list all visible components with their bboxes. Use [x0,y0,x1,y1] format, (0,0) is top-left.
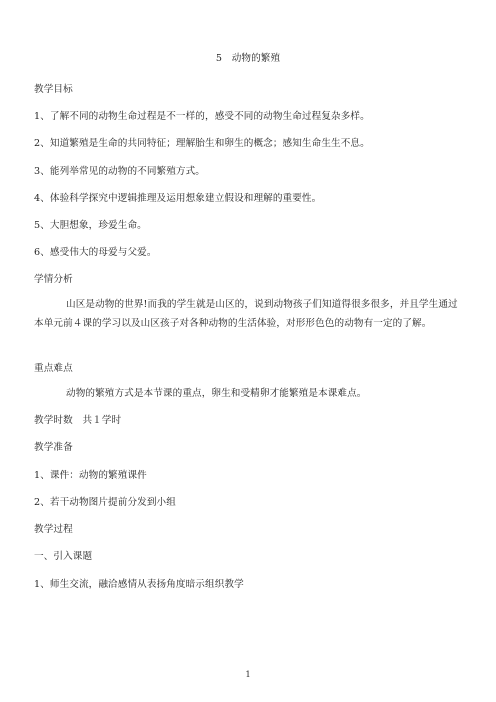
teaching-time: 教学时数 共１学时 [34,415,122,426]
objective-item-3: 3、能列举常见的动物的不同繁殖方式。 [34,166,205,177]
analysis-heading: 学情分析 [34,274,73,285]
objective-item-5: 5、大胆想象，珍爱生命。 [34,220,147,231]
process-item-1: 一、引入课题 [34,551,93,562]
page-number: 1 [245,670,251,679]
objective-item-4: 4、体验科学探究中逻辑推理及运用想象建立假设和理解的重要性。 [34,193,322,204]
process-item-2: 1、师生交流，融洽感情从表扬角度暗示组织教学 [34,579,244,590]
process-heading: 教学过程 [34,524,73,535]
keypoints-paragraph: 动物的繁殖方式是本节课的重点，卵生和受精卵才能繁殖是本课难点。 [66,388,367,399]
document-title: 5 动物的繁殖 [215,53,281,64]
objective-item-6: 6、感受伟大的母爱与父爱。 [34,247,157,258]
keypoints-heading: 重点难点 [34,363,73,374]
analysis-paragraph: 山区是动物的世界!而我的学生就是山区的，说到动物孩子们知道得很多很多，并且学生通过本单元前４课的学习以及山区孩子对各种动物的生活体验，对形形色色的动物有一定的了解。 [34,299,458,329]
objective-item-2: 2、知道繁殖是生命的共同特征；理解胎生和卵生的概念；感知生命生生不息。 [34,138,370,149]
objectives-heading: 教学目标 [34,84,73,95]
prep-item-1: 1、课件：动物的繁殖课件 [34,470,147,481]
prep-heading: 教学准备 [34,442,73,453]
prep-item-2: 2、若干动物图片提前分发到小组 [34,497,176,508]
objective-item-1: 1、了解不同的动物生命过程是不一样的，感受不同的动物生命过程复杂多样。 [34,111,370,122]
